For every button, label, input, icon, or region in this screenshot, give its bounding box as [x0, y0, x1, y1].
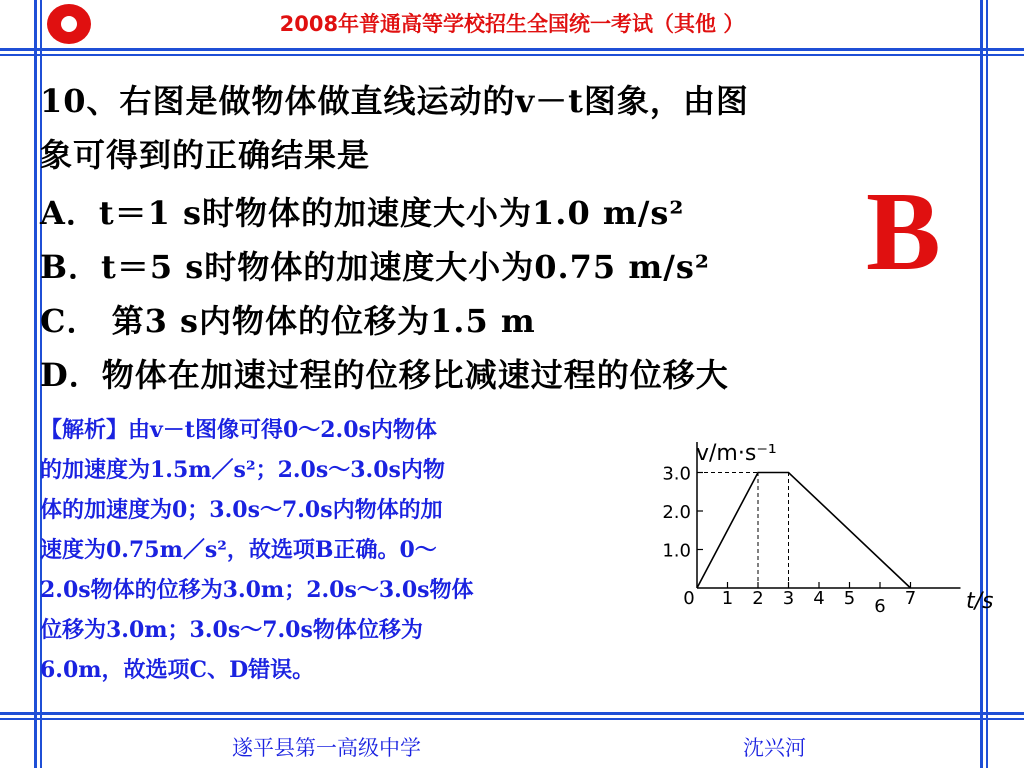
x-axis-label: t/s [966, 589, 994, 614]
x-tick-label: 4 [813, 588, 825, 609]
y-tick-label: 3.0 [662, 463, 691, 485]
x-tick-label: 7 [904, 588, 917, 609]
analysis-line: 6.0m，故选项C、D错误。 [40, 657, 315, 683]
y-tick-label: 1.0 [662, 540, 691, 562]
analysis-line: 速度为0.75m／s²，故选项B正确。0～ [40, 537, 437, 563]
top-border-line [0, 48, 1024, 51]
bottom-border-line-thin [0, 718, 1024, 720]
y-axis-label: v/m·s⁻¹ [696, 441, 777, 466]
option-b: B．t＝5 s时物体的加速度大小为0.75 m/s² [40, 248, 710, 286]
analysis-line: 【解析】由v－t图像可得0～2.0s内物体 [40, 417, 437, 443]
footer-author: 沈兴河 [743, 736, 806, 760]
bottom-border-line [0, 712, 1024, 715]
analysis-line: 2.0s物体的位移为3.0m；2.0s～3.0s物体 [40, 577, 474, 603]
velocity-series-line [697, 473, 911, 589]
analysis-text [40, 410, 630, 690]
option-a: A．t＝1 s时物体的加速度大小为1.0 m/s² [40, 194, 685, 232]
vt-chart [640, 420, 1010, 630]
analysis-line: 位移为3.0m；3.0s～7.0s物体位移为 [40, 617, 423, 643]
x-tick-label: 6 [874, 596, 886, 617]
x-tick-label: 2 [752, 588, 764, 609]
question-stem-line2: 象可得到的正确结果是 [40, 136, 371, 174]
option-d: D．物体在加速过程的位移比减速过程的位移大 [40, 356, 729, 394]
header-title: 2008年普通高等学校招生全国统一考试（其他 ） [279, 12, 745, 36]
analysis-line: 的加速度为1.5m／s²；2.0s～3.0s内物 [40, 457, 445, 483]
y-tick-label: 2.0 [662, 502, 691, 523]
left-border-line [34, 0, 37, 768]
analysis-line: 体的加速度为0；3.0s～7.0s内物体的加 [40, 497, 443, 523]
x-tick-label: 0 [683, 588, 695, 609]
x-tick-label: 5 [843, 588, 856, 609]
x-tick-label: 3 [782, 588, 795, 609]
option-c: C． 第3 s内物体的位移为1.5 m [40, 302, 536, 340]
right-border-line-thin [986, 0, 988, 768]
question-stem-line1: 10、右图是做物体做直线运动的v－t图象，由图 [40, 82, 749, 120]
footer-school: 遂平县第一高级中学 [232, 736, 421, 760]
answer-letter: B [866, 170, 941, 294]
x-tick-label: 1 [721, 588, 734, 609]
right-border-line [980, 0, 983, 768]
top-border-line-thin [0, 54, 1024, 56]
